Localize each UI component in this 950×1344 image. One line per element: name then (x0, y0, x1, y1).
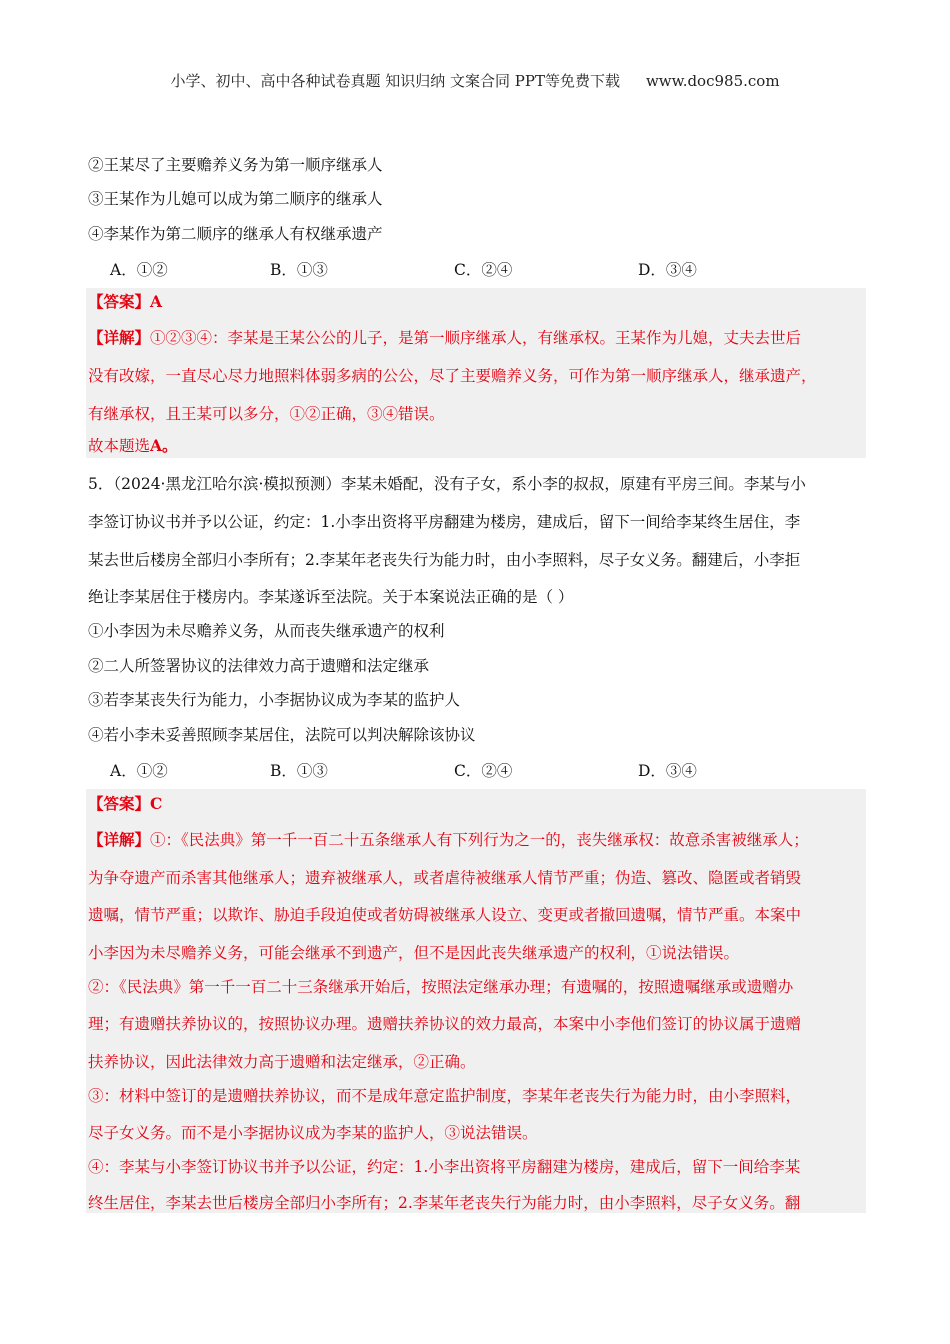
header-text: 小学、初中、高中各种试卷真题 知识归纳 文案合同 PPT等免费下载 (170, 72, 620, 90)
q5-detail-tag: 【详解】 (88, 830, 151, 849)
header-url[interactable]: www.doc985.com (645, 72, 780, 90)
q4-answer-tag: 【答案】 (88, 292, 151, 311)
q5-option-b: B．①③ (270, 762, 328, 780)
q4-item-4: ④李某作为第二顺序的继承人有权继承遗产 (88, 225, 383, 243)
q5-stem-3: 某去世后楼房全部归小李所有；2.李某年老丧失行为能力时，由小李照料，尽子女义务。翻建后，小李拒 (88, 551, 801, 569)
q5-detail-line-8: ③：材料中签订的是遗赠扶养协议，而不是成年意定监护制度，李某年老丧失行为能力时，由小李照料， (88, 1087, 802, 1105)
q5-detail-line-9: 尽子女义务。而不是小李据协议成为李某的监护人，③说法错误。 (88, 1124, 538, 1142)
q5-option-a: A．①② (110, 762, 168, 780)
q5-option-c: C．②④ (454, 762, 513, 780)
q5-item-3: ③若李某丧失行为能力，小李据协议成为李某的监护人 (88, 691, 461, 709)
page-header (0, 70, 950, 91)
q5-detail-line-6: 理；有遗赠扶养协议的，按照协议办理。遗赠扶养协议的效力最高，本案中小李他们签订的协议属于遗赠 (88, 1015, 802, 1033)
q4-item-2: ②王某尽了主要赡养义务为第一顺序继承人 (88, 156, 383, 174)
q5-item-2: ②二人所签署协议的法律效力高于遗赠和法定继承 (88, 657, 430, 675)
q5-options (88, 759, 866, 781)
q4-detail-line-1 (88, 328, 866, 348)
q5-detail-line-4: 小李因为未尽赡养义务，可能会继承不到遗产，但不是因此丧失继承遗产的权利，①说法错误。 (88, 944, 740, 962)
q5-detail-line-2: 为争夺遗产而杀害其他继承人；遗弃被继承人，或者虐待被继承人情节严重；伪造、篡改、隐匿或者销毁 (88, 869, 802, 887)
q4-conclusion (88, 436, 866, 456)
q5-answer-line (88, 794, 866, 814)
q5-answer-value: C (150, 794, 163, 813)
q4-detail-text-1: ①②③④：李某是王某公公的儿子，是第一顺序继承人，有继承权。王某作为儿媳，丈夫去世后 (150, 329, 802, 347)
q5-stem-4: 绝让李某居住于楼房内。李某遂诉至法院。关于本案说法正确的是（ ） (88, 588, 574, 606)
q4-options (88, 258, 866, 280)
q5-detail-line-3: 遗嘱，情节严重；以欺诈、胁迫手段迫使或者妨碍被继承人设立、变更或者撤回遗嘱，情节严重。本案中 (88, 906, 802, 924)
q5-detail-line-1 (88, 830, 866, 850)
q4-answer-line (88, 292, 866, 312)
q5-detail-line-11: 终生居住，李某去世后楼房全部归小李所有；2.李某年老丧失行为能力时，由小李照料，尽子女义务。翻 (88, 1194, 801, 1212)
q5-answer-box (86, 789, 866, 1213)
q4-item-3: ③王某作为儿媳可以成为第二顺序的继承人 (88, 190, 383, 208)
q5-detail-line-5: ②：《民法典》第一千一百二十三条继承开始后，按照法定继承办理；有遗嘱的，按照遗嘱继承或遗赠办 (88, 978, 794, 996)
q5-answer-tag: 【答案】 (88, 794, 151, 813)
q4-answer-box (86, 288, 866, 458)
q5-stem-2: 李签订协议书并予以公证，约定：1.小李出资将平房翻建为楼房，建成后，留下一间给李某终生居住，李 (88, 513, 801, 531)
q4-conclusion-prefix: 故本题选 (88, 437, 151, 455)
q5-detail-text-1: ①：《民法典》第一千一百二十五条继承人有下列行为之一的，丧失继承权：故意杀害被继承人； (150, 831, 809, 849)
q5-stem-1: 5．（2024·黑龙江哈尔滨·模拟预测）李某未婚配，没有子女，系小李的叔叔，原建有平房三间。李某与小 (88, 475, 806, 493)
q4-option-d: D．③④ (638, 261, 697, 279)
q5-item-4: ④若小李未妥善照顾李某居住，法院可以判决解除该协议 (88, 726, 476, 744)
q4-answer-value: A (150, 292, 163, 311)
q5-item-1: ①小李因为未尽赡养义务，从而丧失继承遗产的权利 (88, 622, 445, 640)
q5-detail-line-10: ④：李某与小李签订协议书并予以公证，约定：1.小李出资将平房翻建为楼房，建成后，留下一间给李某 (88, 1158, 801, 1176)
q5-detail-line-7: 扶养协议，因此法律效力高于遗赠和法定继承，②正确。 (88, 1053, 476, 1071)
q4-detail-line-2: 没有改嫁，一直尽心尽力地照料体弱多病的公公，尽了主要赡养义务，可作为第一顺序继承人，继承遗产， (88, 367, 817, 385)
q4-option-a: A．①② (110, 261, 168, 279)
q4-conclusion-letter: A。 (150, 436, 178, 455)
q4-detail-tag: 【详解】 (88, 328, 151, 347)
q4-option-c: C．②④ (454, 261, 513, 279)
q4-detail-line-3: 有继承权，且王某可以多分，①②正确，③④错误。 (88, 405, 445, 423)
q4-option-b: B．①③ (270, 261, 328, 279)
q5-option-d: D．③④ (638, 762, 697, 780)
